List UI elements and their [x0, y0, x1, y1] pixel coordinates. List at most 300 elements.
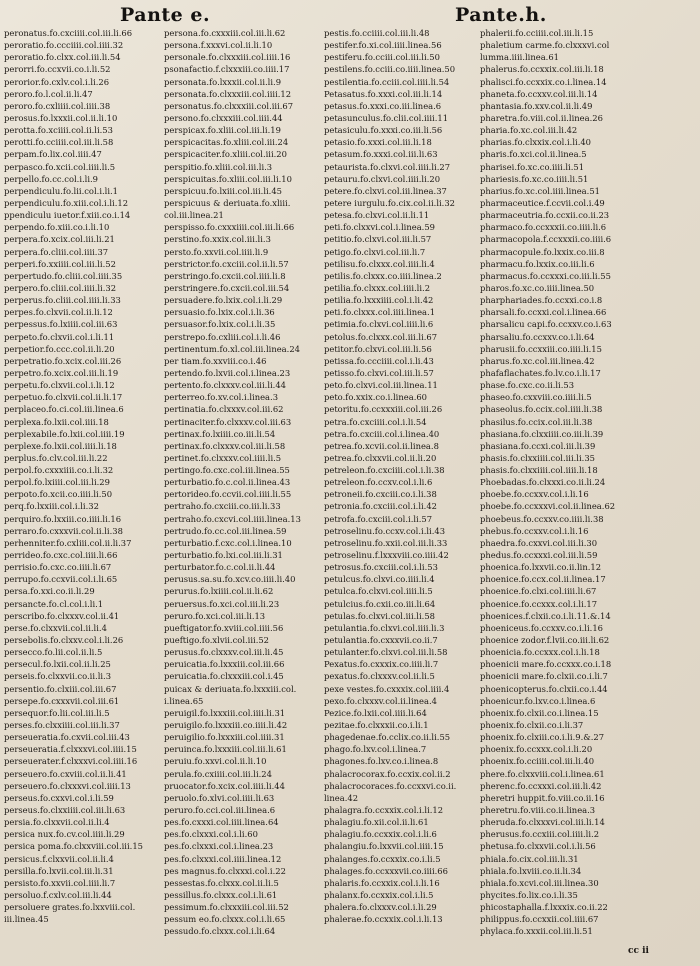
index-entry: peroratio.fo.clxx.col.iii.li.54 [4, 52, 121, 63]
index-entry: pharia.fo.xc.col.iii.li.42 [480, 125, 578, 136]
index-entry: perstringo.fo.cxcii.col.iiii.li.8 [164, 270, 286, 281]
index-entry: petissa.fo.ccciiii.col.i.li.43 [324, 355, 434, 366]
index-entry: phoenicopterus.fo.clxii.co.i.44 [480, 683, 608, 694]
index-entry: peruolo.fo.xlvi.col.iiii.li.63 [164, 792, 275, 803]
index-column-2 [164, 27, 322, 938]
index-entry: perquiro.fo.lxxiii.co.iiii.li.16 [4, 513, 122, 524]
index-entry: pessimum.fo.clxxxiii.col.iii.52 [164, 902, 289, 913]
index-entry: peroro.fo.cxliiii.col.iiii.38 [4, 100, 111, 111]
index-entry: perpessus.fo.lxiiii.col.iii.63 [4, 319, 118, 330]
index-entry: petere.fo.clxvi.col.iii.linea.37 [324, 185, 447, 196]
index-entry: phedus.fo.ccxxxi.col.iii.li.59 [480, 550, 598, 561]
index-entry: pexatus.fo.clxxxv.col.ii.li.5 [324, 671, 435, 682]
index-entry: peruigil.fo.lxxxiii.col.iiii.li.31 [164, 707, 286, 718]
index-entry: petasio.fo.xxxi.col.iii.li.18 [324, 137, 432, 148]
index-entry: petauru.fo.clxvi.col.iiii.li.20 [324, 173, 441, 184]
index-entry: petronia.fo.cxciii.col.i.li.42 [324, 501, 438, 512]
index-entry: phasis.fo.clxxiiii.col.iiii.li.18 [480, 465, 598, 476]
index-entry: ppendiculu iuetor.f.xiii.co.i.14 [4, 210, 131, 221]
index-entry: petrea.fo.xcvii.col.ii.linea.8 [324, 440, 439, 451]
index-entry: pharusii.fo.ccxxiii.co.iiii.li.15 [480, 343, 602, 354]
index-entry: perpeto.fo.clxvii.col.i.li.11 [4, 331, 115, 342]
index-entry: persona.fo.cxxxiii.col.iii.li.62 [164, 28, 286, 38]
index-entry: i.linea.65 [164, 695, 204, 706]
index-entry: pharmacu.fo.lxxix.co.iii.li.6 [480, 258, 595, 269]
index-entry: peruicatia.fo.lxxxiii.col.iii.66 [164, 659, 285, 670]
index-entry: pharmacus.fo.ccxxxi.co.iii.li.55 [480, 270, 611, 281]
index-entry: perturbatio.f.cxc.col.i.linea.10 [164, 537, 292, 548]
index-entry: phantasia.fo.xxv.col.ii.li.49 [480, 100, 593, 111]
index-entry: perpes.fo.clxvii.col.ii.li.12 [4, 307, 113, 318]
index-entry: col.iii.linea.21 [164, 210, 224, 221]
index-entry: perhenniter.fo.cxliii.col.ii.li.37 [4, 537, 132, 548]
index-entry: perpetu.fo.clxvii.col.i.li.12 [4, 380, 115, 391]
index-column-1 [4, 27, 162, 925]
running-head-right: Pante.h. [455, 4, 547, 26]
index-entry: pes.fo.clxxxi.col.iiii.linea.12 [164, 853, 282, 864]
index-entry: pruocator.fo.xcix.col.iiii.li.44 [164, 780, 285, 791]
index-entry: pexe vestes.fo.cxxxix.col.iiii.4 [324, 683, 450, 694]
index-entry: persuasor.fo.lxix.col.i.li.35 [164, 319, 276, 330]
index-entry: perseuero.fo.cxviii.col.ii.li.41 [4, 768, 127, 779]
index-entry: phalerus.fo.ccxxix.col.iii.li.18 [480, 64, 604, 75]
index-entry: perscribo.fo.clxxxv.col.ii.41 [4, 610, 120, 621]
index-entry: phoenice zodor.f.lvii.co.iii.li.62 [480, 635, 610, 646]
index-entry: peroratio.fo.ccciiii.col.iiii.32 [4, 40, 124, 51]
index-entry: peruicatia.fo.clxxxiii.col.i.45 [164, 671, 284, 682]
index-entry: persoluo.f.cxlv.col.iii.li.44 [4, 889, 112, 900]
index-entry: petroselinu.fo.ccxv.col.i.li.43 [324, 525, 446, 536]
index-entry: pharmacopola.f.ccxxxii.co.iiii.6 [480, 234, 612, 245]
index-entry: perplaceo.fo.ci.col.iii.linea.6 [4, 404, 124, 415]
index-entry: phalagiu.fo.xii.col.ii.li.61 [324, 817, 429, 828]
index-entry: petreleon.fo.cxciiii.col.i.li.38 [324, 465, 445, 476]
index-entry: petulantia.fo.cxxxvii.co.ii.7 [324, 635, 438, 646]
index-entry: perses.fo.clxxiiii.col.iii.li.37 [4, 720, 120, 731]
index-entry: perseus.fo.clxxiiii.col.iii.li.63 [4, 805, 126, 815]
index-entry: pezitae.fo.clxxxii.co.i.li.1 [324, 720, 429, 731]
index-entry: phasiana.fo.clxxiiii.co.iii.li.39 [480, 428, 604, 439]
index-entry: puicax & deriuata.fo.lxxxiii.col. [164, 683, 297, 694]
index-entry: perpendiculu.fo.lii.col.i.li.1 [4, 185, 119, 196]
index-entry: peruiu.fo.xxvi.col.ii.li.10 [164, 756, 267, 767]
index-entry: petulas.fo.clxvi.col.iii.li.58 [324, 610, 435, 621]
index-entry: phalera.fo.clxxxv.col.i.li.29 [324, 902, 437, 913]
index-entry: phasis.fo.clxxiiii.col.iii.li.35 [480, 452, 595, 463]
index-entry: pherenc.fo.ccxxxi.col.iii.li.42 [480, 780, 602, 791]
index-entry: petilia.fo.clxxx.col.iiii.li.2 [324, 282, 431, 293]
index-entry: petere iurgulu.fo.cix.col.ii.li.32 [324, 197, 456, 208]
index-entry: persisto.fo.xxvii.col.iiii.li.7 [4, 877, 116, 888]
index-entry: perterreo.fo.xv.col.i.linea.3 [164, 392, 279, 403]
index-entry: pessudo.fo.clxxx.col.i.li.64 [164, 926, 276, 937]
index-entry: pharsalicu capi.fo.ccxxv.co.i.63 [480, 319, 612, 330]
index-entry: pertinet.fo.clxxxv.col.iiii.li.5 [164, 452, 282, 463]
index-entry: phetusa.fo.clxxvii.col.i.li.56 [480, 841, 596, 852]
index-entry: peti.fo.clxxx.col.iiii.linea.1 [324, 307, 436, 318]
index-entry: perseueratia.fo.cxvii.col.iii.43 [4, 732, 130, 743]
index-entry: perpetratio.fo.xcix.col.iii.26 [4, 355, 122, 366]
index-entry: perspicuitas.fo.xliii.col.iii.li.10 [164, 173, 292, 184]
index-entry: pueftigator.fo.xviii.col.iiii.56 [164, 622, 284, 633]
index-entry: phalangiu.fo.lxxvii.col.iiii.15 [324, 841, 444, 852]
index-entry: peruersus.fo.xci.col.iii.li.23 [164, 598, 280, 609]
index-entry: phago.fo.lxv.col.i.linea.7 [324, 744, 427, 755]
index-entry: petilia.fo.lxxxiiii.col.i.li.42 [324, 295, 434, 306]
index-entry: peruro.fo.xci.col.iii.li.13 [164, 610, 266, 621]
index-entry: phafaflachates.fo.lv.co.i.li.17 [480, 367, 601, 378]
index-entry: petitor.fo.clxvi.col.iii.li.56 [324, 343, 432, 354]
index-entry: persa.fo.xxi.co.ii.li.29 [4, 586, 95, 597]
index-entry: perplus.fo.clv.col.iii.li.22 [4, 452, 108, 463]
index-entry: phylaca.fo.xxxii.col.iii.li.51 [480, 926, 593, 937]
index-entry: pessillus.fo.clxxx.col.i.li.61 [164, 889, 278, 900]
index-entry: phalaris.fo.ccxxix.col.i.li.16 [324, 877, 440, 888]
index-entry: phoenicii mare.fo.clxii.co.i.li.7 [480, 671, 608, 682]
index-entry: perturbatio.fo.c.col.ii.linea.43 [164, 477, 291, 488]
index-entry: perula.fo.cxiiii.col.iii.li.24 [164, 768, 272, 779]
index-entry: perspicax.fo.xliii.col.iii.li.19 [164, 125, 281, 136]
index-entry: pharisei.fo.xc.co.iiii.li.51 [480, 161, 585, 172]
index-entry: pertraho.fo.cxciii.co.iii.li.33 [164, 501, 281, 512]
index-entry: pharmaco.fo.ccxxxii.co.iiii.li.6 [480, 222, 607, 233]
index-entry: phalerae.fo.ccxxix.col.i.li.13 [324, 914, 443, 925]
index-entry: petrofa.fo.cxciii.col.i.li.57 [324, 513, 433, 524]
index-entry: petra.fo.cxciiii.col.i.li.54 [324, 416, 427, 427]
index-entry: perpasco.fo.xcii.col.iiii.li.5 [4, 161, 116, 172]
index-entry: phoenice.fo.clxi.col.iiii.li.67 [480, 586, 597, 597]
index-entry: pharus.fo.xc.col.iii.linea.42 [480, 355, 595, 366]
index-entry: perpol.fo.lxiiii.col.iii.li.29 [4, 477, 110, 488]
index-entry: phariesis.fo.xc.co.iiii.li.51 [480, 173, 589, 184]
index-entry: phiala.fo.xcvi.col.iii.linea.30 [480, 877, 599, 888]
index-entry: petesa.fo.clxvi.col.ii.li.11 [324, 210, 430, 221]
index-entry: pertinatia.fo.clxxxv.col.iii.62 [164, 404, 284, 415]
index-entry: personale.fo.clxxxiii.col.iiii.16 [164, 52, 291, 63]
index-entry: pestifer.fo.xi.col.iiii.linea.56 [324, 40, 442, 51]
index-entry: phoenicur.fo.lxv.co.i.linea.6 [480, 695, 596, 706]
index-entry: perrideo.fo.cxc.col.iiii.li.66 [4, 550, 118, 561]
index-entry: phase.fo.cxc.co.ii.li.53 [480, 380, 575, 391]
signature-mark: cc ii [628, 946, 649, 956]
index-entry: persancte.fo.cl.col.i.li.1 [4, 598, 104, 609]
index-entry: phoenix.fo.clxiii.co.i.li.9.&.27 [480, 732, 605, 743]
index-entry: peruinca.fo.lxxxiii.col.iii.li.61 [164, 744, 287, 755]
index-entry: Pexatus.fo.cxxxix.co.iiii.li.7 [324, 659, 439, 670]
index-entry: phoenica.fo.lxxvii.co.ii.lin.12 [480, 562, 602, 573]
index-entry: pharos.fo.xc.co.iiii.linea.50 [480, 282, 595, 293]
index-entry: phoenices.f.clxii.co.i.li.11.&.14 [480, 610, 611, 621]
index-entry: phycites.fo.lix.co.i.li.35 [480, 889, 578, 900]
index-entry: phoebe.fo.ccxxv.col.i.li.16 [480, 489, 589, 500]
index-entry: petisso.fo.clxvi.col.iii.li.57 [324, 367, 434, 378]
index-entry: phaseo.fo.cxxviii.co.iiii.li.5 [480, 392, 592, 403]
index-entry: personata.fo.lxxxii.col.ii.li.9 [164, 76, 282, 87]
index-entry: pharias.fo.clxxix.col.i.li.40 [480, 137, 592, 148]
index-entry: pertento.fo.clxxxv.col.iii.li.44 [164, 380, 286, 391]
index-entry: petitio.fo.clxvi.col.iii.li.57 [324, 234, 432, 245]
index-entry: petrosus.fo.cxciii.col.i.li.53 [324, 562, 438, 573]
index-entry: pertorideo.fo.ccvii.col.iiii.li.55 [164, 489, 292, 500]
index-entry: petasunculus.fo.clii.col.iiii.11 [324, 112, 449, 123]
index-entry: perpam.fo.lix.col.iiii.47 [4, 149, 102, 160]
index-entry: phaneta.fo.ccxxv.col.iii.li.14 [480, 88, 598, 99]
index-entry: perrisio.fo.cxc.co.iiii.li.67 [4, 562, 112, 573]
index-entry: pestilens.fo.cciii.co.iiii.linea.50 [324, 64, 456, 75]
index-entry: pharmaceutria.fo.ccxii.co.ii.23 [480, 210, 610, 221]
index-entry: linea.42 [324, 792, 359, 803]
index-entry: phebus.fo.ccxxv.col.i.li.16 [480, 525, 589, 536]
index-column-3 [324, 27, 480, 925]
index-entry: perpera.fo.cliii.col.iiii.37 [4, 246, 109, 257]
index-entry: personata.fo.clxxxiii.col.iiii.12 [164, 88, 292, 99]
index-entry: persto.fo.xxvii.col.iiii.li.9 [164, 246, 269, 257]
index-entry: perturbatio.fo.lxi.col.iii.li.31 [164, 550, 283, 561]
index-entry: perpol.fo.cxxxiiii.co.i.li.32 [4, 465, 114, 476]
index-entry: pharsali.fo.ccxxi.col.i.linea.66 [480, 307, 607, 318]
index-entry: phalacrocoraces.fo.ccxxvi.co.ii. [324, 780, 457, 791]
index-entry: persona.f.xxxvi.col.ii.li.10 [164, 40, 273, 51]
index-entry: petilis.fo.clxxx.co.iiii.linea.2 [324, 270, 442, 281]
index-entry: pestiferu.fo.cciii.col.iii.li.50 [324, 52, 440, 63]
index-entry: phaseolus.fo.ccix.col.iiii.li.38 [480, 404, 603, 415]
index-entry: persia.fo.clxxvii.col.ii.li.4 [4, 817, 110, 828]
index-entry: pessestas.fo.clxxx.col.ii.li.5 [164, 877, 279, 888]
index-entry: pherusus.fo.ccxiii.col.iiii.li.2 [480, 829, 600, 840]
index-entry: Phoebadas.fo.clxxxi.co.ii.li.24 [480, 477, 606, 488]
index-entry: petimia.fo.clxvi.col.iiii.li.6 [324, 319, 434, 330]
index-entry: perpero.fo.cliii.col.iiii.li.32 [4, 282, 117, 293]
index-entry: phoenix.fo.cciiii.col.iii.li.40 [480, 756, 595, 767]
index-entry: petulcius.fo.cxii.co.iii.li.64 [324, 598, 436, 609]
index-entry: perperus.fo.cliii.col.iiii.li.33 [4, 295, 121, 306]
index-entry: phere.fo.clxxviii.col.i.linea.61 [480, 768, 605, 779]
index-entry: petoritu.fo.ccxxxiii.col.iii.26 [324, 404, 443, 415]
index-entry: perspicacitas.fo.xliii.col.iii.24 [164, 137, 289, 148]
index-entry: phalerii.fo.cciiii.col.iii.li.15 [480, 28, 594, 38]
index-entry: phalacrocorax.fo.ccxix.col.ii.2 [324, 768, 451, 779]
index-entry: petilisu.fo.clxxx.col.iiii.li.4 [324, 258, 435, 269]
index-entry: petroselinu.fo.xxii.col.iii.li.33 [324, 537, 448, 548]
index-entry: pheretri huppit.fo.viii.co.ii.16 [480, 792, 605, 803]
index-entry: phoenix.fo.clxii.co.i.li.37 [480, 720, 584, 731]
index-entry: perotta.fo.xciiii.col.ii.li.53 [4, 125, 113, 136]
index-entry: perpetuo.fo.clxvii.col.ii.li.17 [4, 392, 123, 403]
index-entry: phoenice.fo.ccx.col.ii.linea.17 [480, 574, 606, 585]
index-entry: perspicaciter.fo.xliii.col.iii.20 [164, 149, 287, 160]
index-entry: Pezice.fo.lxii.col.iiii.li.64 [324, 707, 427, 718]
index-entry: perpello.fo.cc.col.i.li.9 [4, 173, 99, 184]
index-entry: pharsaliu.fo.ccxxv.co.i.li.64 [480, 331, 595, 342]
index-entry: pertinax.fo.lxiiii.co.iii.li.54 [164, 428, 276, 439]
index-entry: pes.fo.cxxxi.col.iiii.linea.64 [164, 817, 279, 828]
index-entry: pes magnus.fo.clxxxi.col.i.22 [164, 865, 286, 876]
index-entry: petasiculu.fo.xxxi.co.iii.li.56 [324, 125, 443, 136]
index-entry: perusus.fo.clxxxv.col.iii.li.45 [164, 647, 284, 658]
index-entry: peruigilio.fo.lxxxiii.col.iiii.31 [164, 732, 285, 743]
index-entry: pharius.fo.xc.col.iiii.linea.51 [480, 185, 600, 196]
index-entry: perusus.sa.su.fo.xcv.co.iiii.li.40 [164, 574, 296, 585]
index-entry: pertinentum.fo.xl.col.iii.linea.24 [164, 343, 300, 354]
index-entry: phaletium carme.fo.clxxxvi.col [480, 40, 610, 51]
index-entry: phasilus.fo.ccix.col.iii.li.38 [480, 416, 593, 427]
index-entry: perpoto.fo.xcii.co.iiii.li.50 [4, 489, 113, 500]
index-entry: pharmacopule.fo.lxxix.co.iii.8 [480, 246, 605, 257]
index-entry: petolus.fo.clxxx.col.iii.li.67 [324, 331, 438, 342]
index-entry: pertinaciter.fo.clxxxv.col.iii.63 [164, 416, 292, 427]
index-entry: perplexa.fo.lxii.col.iiii.18 [4, 416, 109, 427]
index-entry: perpendiculu.fo.xiii.col.i.li.12 [4, 197, 129, 208]
index-entry: perse.fo.clxxvii.col.ii.li.4 [4, 622, 107, 633]
index-entry: perperi.fo.xxiiii.col.iii.li.52 [4, 258, 116, 269]
index-entry: phalisci.fo.ccxxix.co.i.linea.14 [480, 76, 607, 87]
index-entry: perseis.fo.clxxvii.co.ii.li.3 [4, 671, 112, 682]
index-entry: iii.linea.45 [4, 914, 49, 925]
index-entry: persica nux.fo.cv.col.iiii.li.29 [4, 829, 125, 840]
index-entry: petulcus.fo.clxvi.co.iiii.li.4 [324, 574, 435, 585]
index-entry: persuadere.fo.lxix.col.i.li.29 [164, 295, 283, 306]
index-entry: phoeniceus.fo.ccxxv.co.i.li.16 [480, 622, 603, 633]
running-head-left: Pante e. [120, 4, 211, 26]
index-entry: pertrudo.fo.cc.col.iii.linea.59 [164, 525, 287, 536]
index-entry: petigo.fo.clxvi.col.iii.li.7 [324, 246, 426, 257]
index-entry: petroneii.fo.cxciii.co.i.li.38 [324, 489, 437, 500]
index-entry: persicus.f.clxxvii.col.ii.li.4 [4, 853, 114, 864]
index-entry: perseueratia.f.clxxxvi.col.iiii.15 [4, 744, 137, 755]
index-entry: persebolis.fo.clxxv.col.i.li.26 [4, 635, 124, 646]
index-entry: pes.fo.clxxxi.col.i.li.60 [164, 829, 258, 840]
index-entry: perstringere.fo.cxcii.col.iii.54 [164, 282, 290, 293]
index-entry: perspicuus & deriuata.fo.xliii. [164, 197, 291, 208]
index-entry: perurus.fo.lxiiii.col.ii.li.62 [164, 586, 274, 597]
index-entry: petulanter.fo.clxvi.col.iii.li.58 [324, 647, 448, 658]
index-entry: pessum eo.fo.clxxx.col.i.li.65 [164, 914, 286, 925]
index-entry: pharmaceutice.f.ccvii.col.i.49 [480, 197, 605, 208]
index-entry: persoluere grates.fo.lxxviii.col. [4, 902, 136, 913]
index-entry: peto.fo.clxvi.col.iii.linea.11 [324, 380, 438, 391]
index-entry: persequor.fo.lii.col.iii.li.5 [4, 707, 110, 718]
index-entry: persono.fo.clxxxiii.col.iiii.44 [164, 112, 283, 123]
index-entry: pes.fo.clxxxi.col.i.linea.23 [164, 841, 274, 852]
index-entry: perstrepo.fo.cxliii.col.i.li.46 [164, 331, 281, 342]
index-entry: perpera.fo.xcix.col.iii.li.21 [4, 234, 115, 245]
index-entry: persecco.fo.lii.col.ii.li.5 [4, 647, 103, 658]
index-entry: persecul.fo.lxii.col.ii.li.25 [4, 659, 111, 670]
index-entry: perpertudo.fo.cliii.col.iiii.35 [4, 270, 123, 281]
index-entry: Petasatus.fo.xxxi.col.iii.li.14 [324, 88, 443, 99]
index-entry: perseus.fo.cxxvi.col.i.li.59 [4, 792, 114, 803]
index-entry: petulca.fo.clxvi.col.iiii.li.5 [324, 586, 433, 597]
index-entry: peronatus.fo.cxciiii.col.iii.li.66 [4, 28, 133, 38]
index-entry: persuasio.fo.lxix.col.i.li.36 [164, 307, 275, 318]
index-column-4 [480, 27, 694, 938]
index-entry: phagedenae.fo.cclix.co.ii.li.55 [324, 732, 451, 743]
index-entry: pexo.fo.clxxxv.col.ii.linea.4 [324, 695, 437, 706]
index-entry: pueftigo.fo.xlvii.col.iii.52 [164, 635, 270, 646]
index-entry: peto.fo.xxix.co.i.linea.60 [324, 392, 428, 403]
index-entry: pertraho.fo.cxcvi.col.iiii.linea.13 [164, 513, 301, 524]
index-entry: perstino.fo.xxix.col.iii.li.3 [164, 234, 271, 245]
index-entry: phaedra.fo.cxxvi.col.iii.li.30 [480, 537, 598, 548]
index-entry: perspisso.fo.cxxxiiii.col.iii.li.66 [164, 222, 295, 233]
index-entry: perstrictor.fo.cxciii.col.ii.li.57 [164, 258, 289, 269]
index-entry: perpetro.fo.xcix.col.iii.li.19 [4, 367, 119, 378]
index-entry: pharphariades.fo.ccxxi.co.i.8 [480, 295, 603, 306]
index-entry: phiala.fo.cix.col.iii.li.31 [480, 853, 579, 864]
index-entry: perorri.fo.ccxvii.co.i.li.52 [4, 64, 111, 75]
index-entry: phalages.fo.ccxxxvii.co.iiii.66 [324, 865, 448, 876]
index-entry: phicostaphalla.f.lxxxix.co.ii.22 [480, 902, 608, 913]
index-entry: peruro.fo.cci.col.iii.linea.6 [164, 805, 276, 815]
index-entry: philippus.fo.ccxxii.col.iiii.67 [480, 914, 599, 925]
index-entry: petulantia.fo.clxvi.col.iiii.li.3 [324, 622, 445, 633]
index-entry: pheruda.fo.clxxxvi.col.iii.li.14 [480, 817, 605, 828]
index-entry: personatus.fo.clxxxiii.col.iii.67 [164, 100, 294, 111]
index-entry: phagones.fo.lxv.co.i.linea.8 [324, 756, 439, 767]
index-entry: phoenice.fo.ccxxx.col.i.li.17 [480, 598, 598, 609]
index-entry: petrea.fo.clxxvii.col.ii.li.20 [324, 452, 437, 463]
index-entry: perturbator.fo.c.col.ii.li.44 [164, 562, 276, 573]
index-entry: petaurista.fo.clxvi.col.iiii.li.27 [324, 161, 451, 172]
index-entry: perotti.fo.cciiii.col.iii.li.58 [4, 137, 114, 148]
index-entry: persentio.fo.clxiii.col.iii.67 [4, 683, 117, 694]
index-entry: petroselinu.f.lxxxviii.co.iiii.42 [324, 550, 449, 561]
index-entry: pertingo.fo.cxc.col.iii.linea.55 [164, 465, 290, 476]
index-entry: perseuerater.f.clxxxvi.col.iiii.16 [4, 756, 138, 767]
index-entry: pestis.fo.cciiii.col.iii.li.48 [324, 28, 430, 38]
index-entry: petra.fo.cxciii.col.i.linea.40 [324, 428, 440, 439]
index-entry: phoenix.fo.ccxxx.col.i.li.20 [480, 744, 593, 755]
index-entry: persica poma.fo.clxxviii.col.iii.15 [4, 841, 143, 852]
index-entry: perq.fo.lxxiii.col.i.li.32 [4, 501, 99, 512]
index-entry: phalanges.fo.ccxxix.co.i.li.5 [324, 853, 441, 864]
index-entry: petasus.fo.xxxi.co.iii.linea.6 [324, 100, 442, 111]
index-entry: phoenix.fo.clxii.co.i.linea.15 [480, 707, 599, 718]
index-entry: perspitio.fo.xliii.col.iii.li.3 [164, 161, 273, 172]
index-entry: phalanx.fo.ccxxix.col.i.li.5 [324, 889, 434, 900]
index-entry: perorior.fo.cxlv.col.i.li.26 [4, 76, 110, 87]
index-entry: phalagra.fo.ccxxix.col.i.li.12 [324, 805, 444, 815]
index-entry: lumma.iiii.linea.61 [480, 52, 560, 63]
index-entry: peroro.fo.l.col.ii.li.47 [4, 88, 93, 99]
index-entry: perraro.fo.cxxxvii.col.ii.li.38 [4, 525, 123, 536]
index-entry: persepe.fo.cxxxvii.col.iii.61 [4, 695, 120, 706]
index-entry: pharis.fo.xci.col.ii.linea.5 [480, 149, 587, 160]
index-entry: phasiana.fo.ccxi.col.iii.li.39 [480, 440, 596, 451]
index-entry: phoenicia.fo.ccxxx.col.i.li.18 [480, 647, 600, 658]
index-entry: peruigilo.fo.lxxxiii.co.iiii.li.42 [164, 720, 288, 731]
index-entry: petasum.fo.xxxi.col.iii.li.63 [324, 149, 438, 160]
index-entry: pheretru.fo.viii.co.ii.linea.3 [480, 805, 596, 815]
index-entry: phoenicii mare.fo.ccxxx.co.i.18 [480, 659, 612, 670]
index-entry: perseuero.fo.clxxxvi.col.iiii.13 [4, 780, 131, 791]
index-entry: perplexe.fo.lxii.col.iiii.li.18 [4, 440, 117, 451]
index-entry: perplexabile.fo.lxii.col.iiii.19 [4, 428, 125, 439]
index-entry: phalagiu.fo.ccxxix.col.i.li.6 [324, 829, 437, 840]
index-entry: peti.fo.clxxvi.col.i.linea.59 [324, 222, 436, 233]
index-entry: perpendo.fo.xiii.co.i.li.10 [4, 222, 110, 233]
index-entry: pertinax.fo.clxxxv.col.iii.li.58 [164, 440, 286, 451]
index-entry: phiala.fo.lxviii.co.ii.li.34 [480, 865, 582, 876]
index-entry: pharetra.fo.viii.col.ii.linea.26 [480, 112, 603, 123]
index-entry: perosus.fo.lxxxii.col.ii.li.10 [4, 112, 118, 123]
index-entry: perpetior.fo.ccc.col.ii.li.20 [4, 343, 115, 354]
index-entry: pestilentia.fo.cciii.col.iiii.li.54 [324, 76, 450, 87]
index-entry: phoebeus.fo.ccxxv.co.iiii.li.38 [480, 513, 604, 524]
index-entry: persilla.fo.lxvii.col.iii.li.31 [4, 865, 114, 876]
index-entry: petreleon.fo.ccxv.col.i.li.6 [324, 477, 433, 488]
index-entry: phoebe.fo.ccxxxvi.col.ii.linea.62 [480, 501, 616, 512]
